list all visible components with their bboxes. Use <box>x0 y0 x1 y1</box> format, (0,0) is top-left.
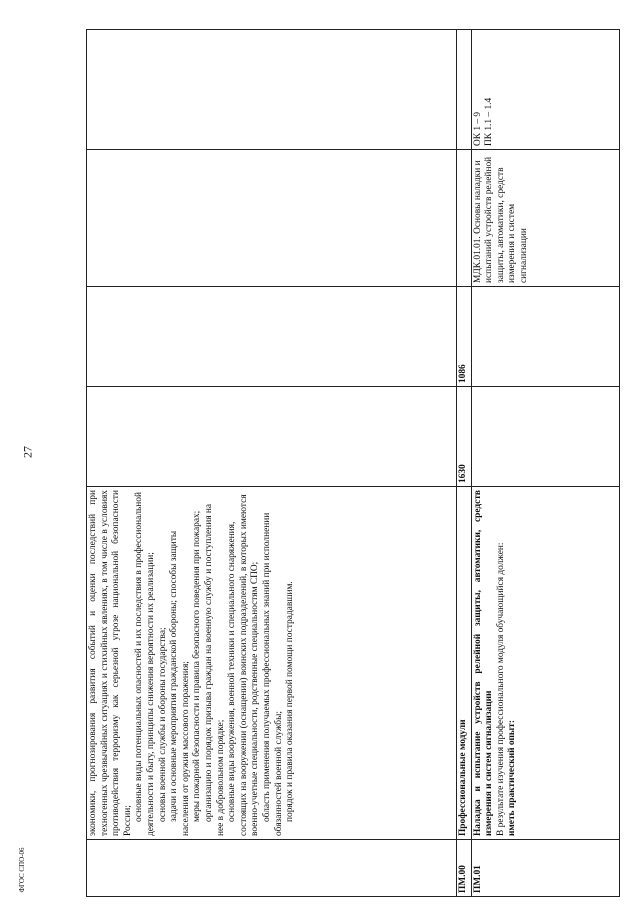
list-item: экономики, прогнозирования развития событий и оценки последствий при техногенных чрезвычайных ситуациях и стихийных явлениях, в том числе в условиях противодействия терроризму как серьезной угрозе национальной безопасности России; <box>88 490 133 836</box>
list-item: порядок и правила оказания первой помощи пострадавшим. <box>285 581 296 822</box>
rotated-table <box>86 30 620 897</box>
cell-hours-total-pm01-empty <box>471 387 619 487</box>
cell-mdk-pm00-empty <box>457 150 472 287</box>
module-intro: В результате изучения профессионального модуля обучающийся должен: <box>495 542 506 836</box>
table-row <box>457 30 472 897</box>
cell-hours-total-pm00: 1630 <box>457 387 472 487</box>
cell-mdk-pm01: МДК.01.01. Основы наладки и испытаний устройств релейной защиты, автоматики, средств измерения и систем сигнализации <box>471 150 619 287</box>
table-container <box>86 30 620 897</box>
cell-hours-required-pm01-empty <box>471 287 619 387</box>
cell-code-empty <box>87 840 457 897</box>
cell-competencies-pm01 <box>471 30 619 150</box>
curriculum-table <box>86 29 620 897</box>
table-row <box>87 30 457 897</box>
module-title: Наладка и испытание устройств релейной защиты, автоматики, средств измерения и систем сигнализации <box>472 490 495 836</box>
cell-code-pm00: ПМ.00 <box>457 840 472 897</box>
cell-hours-required-pm00: 1086 <box>457 287 472 387</box>
cell-mdk-empty <box>87 150 457 287</box>
cell-title-pm00: Профессиональные модули <box>457 487 472 840</box>
list-item: область применения получаемых профессиональных знаний при исполнении обязанностей военной службы; <box>261 512 284 836</box>
competencies-pk: ПК 1.1 – 1.4 <box>484 97 495 146</box>
list-item: задачи и основные мероприятия гражданской обороны; способы защиты населения от оружия массового поражения; <box>169 530 191 836</box>
cell-content-pm01 <box>471 487 619 840</box>
cell-competencies-empty <box>87 30 457 150</box>
list-item: организацию и порядок призыва граждан на военную службу и поступления на нее в добровольном порядке; <box>203 503 226 836</box>
list-item: основные виды потенциальных опасностей и их последствия в профессиональной деятельности и быту, принципы снижения вероятности их реализации; <box>134 491 156 836</box>
footer-code: ФГОС СПО-06 <box>18 847 26 893</box>
page-number: 27 <box>20 446 35 458</box>
cell-content-continuation <box>87 487 457 840</box>
cell-competencies-pm00-empty <box>457 30 472 150</box>
list-item: основные виды вооружения, военной техники и специального снаряжения, состоящих на вооружении (оснащении) воинских подразделений, в которых имеются военно-учетные специальности, родственные специальностям СПО; <box>227 494 261 836</box>
competencies-ok: ОК 1 – 9 <box>472 111 483 146</box>
table-row <box>471 30 619 897</box>
cell-hours-total-empty <box>87 387 457 487</box>
practice-heading: иметь практический опыт: <box>507 720 518 836</box>
cell-code-pm01: ПМ.01 <box>471 840 619 897</box>
list-item: меры пожарной безопасности и правила безопасного поведения при пожарах; <box>192 510 203 822</box>
list-item: основы военной службы и обороны государства; <box>157 627 168 822</box>
cell-hours-required-empty <box>87 287 457 387</box>
